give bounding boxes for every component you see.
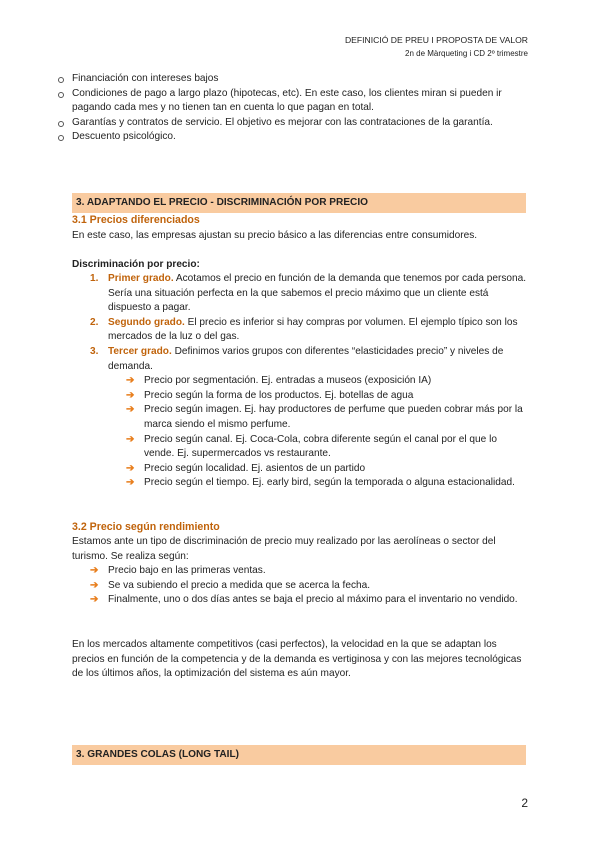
grade-number: 2. xyxy=(90,316,99,328)
grade-number: 3. xyxy=(90,345,99,357)
list-item: ➔ Precio bajo en las primeras ventas. xyxy=(90,564,530,579)
arrow-right-icon: ➔ xyxy=(126,375,135,387)
grade-title: Tercer grado. xyxy=(108,345,172,357)
subsection-title-3-1: 3.1 Precios diferenciados xyxy=(72,214,200,226)
bullet-list-top xyxy=(58,72,528,145)
list-item: Descuento psicológico. xyxy=(58,130,528,145)
arrow-right-icon: ➔ xyxy=(90,565,99,576)
page-number: 2 xyxy=(521,796,528,810)
closing-paragraph: En los mercados altamente competitivos (casi perfectos), la velocidad en la que se adaptan los precios en función de la competencia y de la demanda es vertiginosa y con las mejores tecnológicas de los últimos años, la optimización del sistema es aún mayor. xyxy=(72,639,522,680)
grade-text: El precio es inferior si hay compras por volumen. El ejemplo típico son los mercados de la luz o del gas. xyxy=(108,316,518,343)
grade-text: Definimos varios grupos con diferentes “elasticidades precio” y niveles de demanda. xyxy=(108,345,504,372)
grade-item-third xyxy=(72,345,528,491)
page-header xyxy=(345,34,528,60)
grade-item-first xyxy=(72,272,528,316)
discrimination-label: Discriminación por precio: xyxy=(72,259,200,270)
arrow-right-icon: ➔ xyxy=(126,477,135,489)
list-item: Garantías y contratos de servicio. El objetivo es mejorar con las contrataciones de la garantía. xyxy=(58,116,528,131)
list-item: ➔ Precio por segmentación. Ej. entradas a museos (exposición IA) xyxy=(126,374,528,389)
grade-text: Acotamos el precio en función de la demanda que tenemos por cada persona. Sería una situación perfecta en la que sabemos el precio máximo que un cliente está dispuesto a pagar. xyxy=(108,273,527,314)
list-item: ➔ Se va subiendo el precio a medida que se acerca la fecha. xyxy=(90,579,530,594)
section-heading-long-tail: 3. GRANDES COLAS (LONG TAIL) xyxy=(72,745,526,765)
subsection-intro-3-1: En este caso, las empresas ajustan su precio básico a las diferencias entre consumidores. xyxy=(72,230,478,241)
arrow-right-icon: ➔ xyxy=(126,389,135,401)
arrow-right-icon: ➔ xyxy=(126,433,135,445)
grade-list xyxy=(72,272,528,491)
list-item: ➔ Precio según canal. Ej. Coca-Cola, cobra diferente según el canal por el que lo vende. Ej. supermercados vs restaurante. xyxy=(126,433,497,460)
arrow-right-icon: ➔ xyxy=(126,404,135,416)
grade-title: Primer grado. xyxy=(108,273,174,284)
grade-item-second xyxy=(72,316,528,345)
header-title: DEFINICIÓ DE PREU I PROPOSTA DE VALOR xyxy=(344,35,528,45)
section-heading-3: 3. ADAPTANDO EL PRECIO - DISCRIMINACIÓN POR PRECIO xyxy=(72,193,526,213)
third-grade-list xyxy=(126,374,528,491)
list-item: ➔ Precio según la forma de los productos. Ej. botellas de agua xyxy=(126,389,528,404)
list-item: Condiciones de pago a largo plazo (hipotecas, etc). En este caso, los clientes miran si pueden ir pagando cada mes y no tienen tan en cuenta lo que pagan en total. xyxy=(58,87,528,116)
list-item: ➔ Precio según localidad. Ej. asientos de un partido xyxy=(126,462,528,477)
list-item: Financiación con intereses bajos xyxy=(58,72,528,87)
arrow-right-icon: ➔ xyxy=(90,594,99,606)
arrow-right-icon: ➔ xyxy=(90,579,99,591)
list-item: ➔ Finalmente, uno o dos días antes se baja el precio al máximo para el inventario no vendido. xyxy=(90,593,530,608)
subsection-intro-3-2: Estamos ante un tipo de discriminación de precio muy realizado por las aerolíneas o sector del turismo. Se realiza según: xyxy=(72,536,496,562)
yield-pricing-list xyxy=(72,564,530,608)
header-subtitle: 2n de Màrqueting i CD 2º trimestre xyxy=(405,49,528,58)
list-item: ➔ Precio según imagen. Ej. hay productores de perfume que pueden cobrar más por la marca siendo el mismo perfume. xyxy=(126,404,523,430)
subsection-title-3-2: 3.2 Precio según rendimiento xyxy=(72,521,220,533)
arrow-right-icon: ➔ xyxy=(126,462,135,474)
grade-number: 1. xyxy=(90,273,99,284)
list-item: ➔ Precio según el tiempo. Ej. early bird, según la temporada o alguna estacionalidad. xyxy=(126,476,528,491)
grade-title: Segundo grado. xyxy=(108,316,185,328)
